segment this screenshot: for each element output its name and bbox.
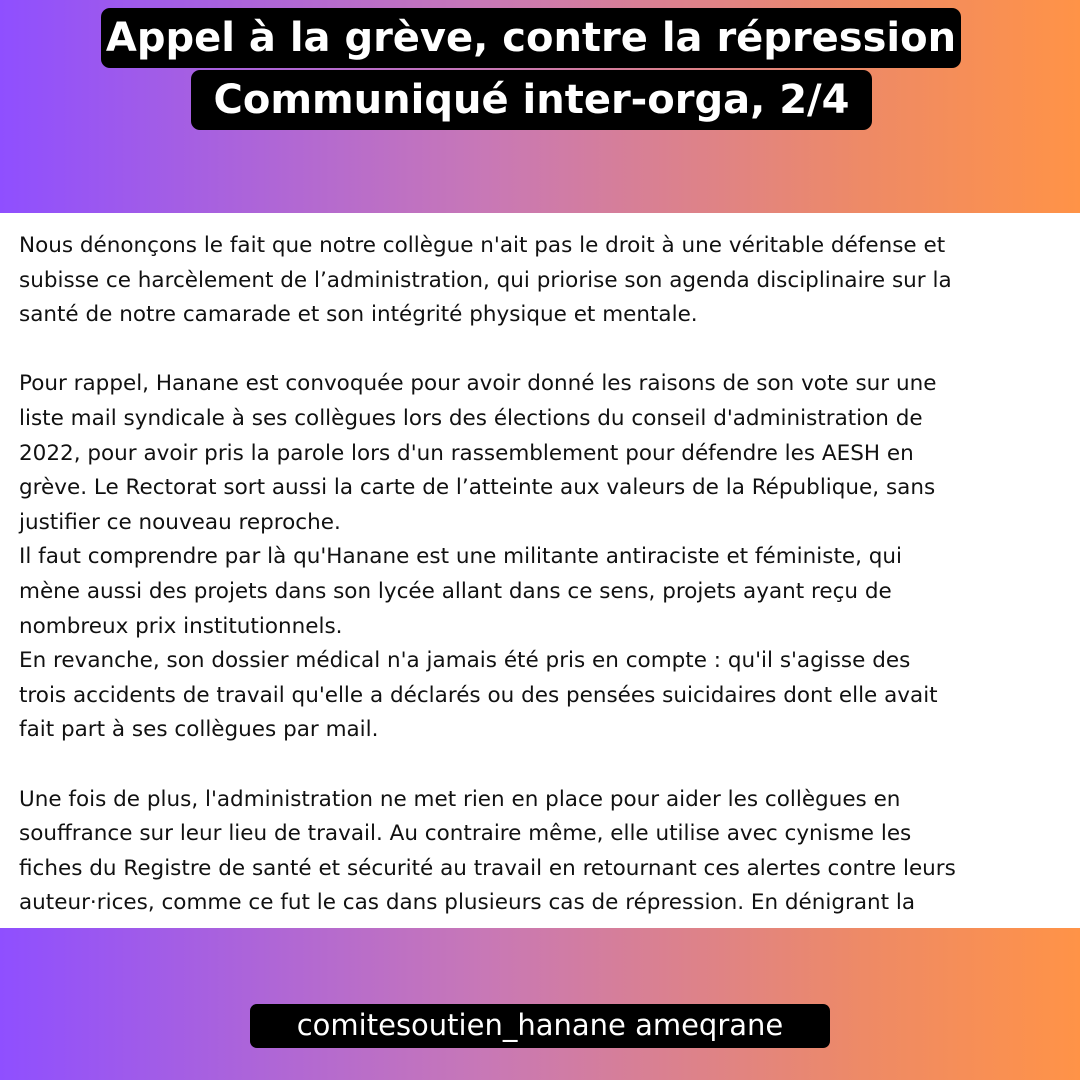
text-line: subisse ce harcèlement de l’administration, qui priorise son agenda disciplinaire sur la (19, 267, 952, 293)
text-line: souffrance sur leur lieu de travail. Au contraire même, elle utilise avec cynisme les (19, 821, 912, 847)
text-line: fiches du Registre de santé et sécurité au travail en retournant ces alertes contre leurs (19, 855, 956, 881)
text-line: fait part à ses collègues par mail. (19, 717, 379, 743)
text-line: En revanche, son dossier médical n'a jamais été pris en compte : qu'il s'agisse des (19, 648, 911, 674)
text-line: trois accidents de travail qu'elle a déclarés ou des pensées suicidaires dont elle avait (19, 682, 938, 708)
blank-line (19, 333, 1069, 368)
text-line: Il faut comprendre par là qu'Hanane est une militante antiraciste et féministe, qui (19, 544, 903, 570)
blank-line (19, 748, 1069, 783)
text-line: Pour rappel, Hanane est convoquée pour avoir donné les raisons de son vote sur une (19, 371, 937, 397)
text-line: justifier ce nouveau reproche. (19, 509, 341, 535)
statement-text (19, 229, 1069, 921)
text-line: grève. Le Rectorat sort aussi la carte de l’atteinte aux valeurs de la République, sans (19, 475, 936, 501)
text-line: mène aussi des projets dans son lycée allant dans ce sens, projets ayant reçu de (19, 578, 892, 604)
text-line: Nous dénonçons le fait que notre collègue n'ait pas le droit à une véritable défense et (19, 233, 946, 258)
account-handle-label: comitesoutien_hanane ameqrane (250, 1004, 830, 1048)
text-line: santé de notre camarade et son intégrité physique et mentale. (19, 302, 698, 328)
text-line: nombreux prix institutionnels. (19, 613, 343, 639)
text-line: auteur·rices, comme ce fut le cas dans plusieurs cas de répression. En dénigrant la (19, 890, 916, 916)
title-line-2: Communiqué inter-orga, 2/4 (191, 70, 872, 130)
text-line: 2022, pour avoir pris la parole lors d'un rassemblement pour défendre les AESH en (19, 440, 914, 466)
text-line: liste mail syndicale à ses collègues lors des élections du conseil d'administration de (19, 405, 923, 431)
title-line-1: Appel à la grève, contre la répression (101, 8, 961, 68)
statement-panel (0, 213, 1080, 928)
text-line: Une fois de plus, l'administration ne met rien en place pour aider les collègues en (19, 786, 901, 812)
